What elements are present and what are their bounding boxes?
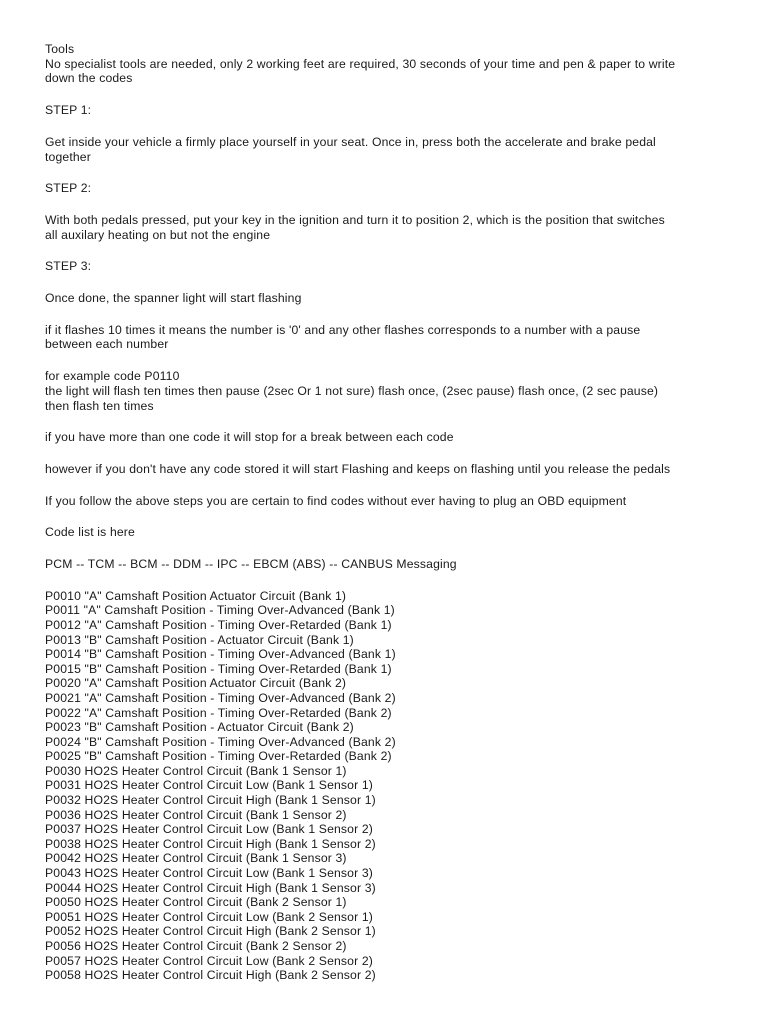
paragraph-line: STEP 2: xyxy=(45,181,92,196)
paragraph-line: together xyxy=(45,149,91,164)
paragraph-line: STEP 1: xyxy=(45,103,92,118)
paragraph xyxy=(45,369,735,413)
code-entry: P0022 "A" Camshaft Position - Timing Over-Retarded (Bank 2) xyxy=(45,705,392,720)
paragraph xyxy=(45,323,735,352)
paragraph-line: for example code P0110 xyxy=(45,369,180,384)
paragraph-line: however if you don't have any code stored it will start Flashing and keeps on flashing until you release the pedals xyxy=(45,461,671,476)
paragraph xyxy=(45,213,735,242)
paragraph-line: Get inside your vehicle a firmly place yourself in your seat. Once in, press both the accelerate and brake pedal xyxy=(45,134,656,149)
code-entry: P0014 "B" Camshaft Position - Timing Over-Advanced (Bank 1) xyxy=(45,647,396,662)
code-entry: P0031 HO2S Heater Control Circuit Low (Bank 1 Sensor 1) xyxy=(45,778,373,793)
paragraph-line: down the codes xyxy=(45,71,133,86)
code-list xyxy=(45,589,735,983)
code-entry: P0051 HO2S Heater Control Circuit Low (Bank 2 Sensor 1) xyxy=(45,909,373,924)
paragraph xyxy=(45,291,735,306)
code-entry: P0024 "B" Camshaft Position - Timing Over-Advanced (Bank 2) xyxy=(45,734,396,749)
paragraph-line: between each number xyxy=(45,337,169,352)
code-entry: P0021 "A" Camshaft Position - Timing Over-Advanced (Bank 2) xyxy=(45,690,396,705)
code-entry: P0015 "B" Camshaft Position - Timing Over-Retarded (Bank 1) xyxy=(45,661,392,676)
paragraph xyxy=(45,181,735,196)
paragraph xyxy=(45,259,735,274)
code-entry: P0023 "B" Camshaft Position - Actuator Circuit (Bank 2) xyxy=(45,720,354,735)
paragraph-line: STEP 3: xyxy=(45,259,92,274)
paragraph xyxy=(45,525,735,540)
paragraph-line: Once done, the spanner light will start flashing xyxy=(45,291,302,306)
code-entry: P0036 HO2S Heater Control Circuit (Bank 1 Sensor 2) xyxy=(45,807,347,822)
code-entry: P0020 "A" Camshaft Position Actuator Circuit (Bank 2) xyxy=(45,676,347,691)
paragraph-line: Tools xyxy=(45,42,75,56)
code-entry: P0032 HO2S Heater Control Circuit High (Bank 1 Sensor 1) xyxy=(45,793,376,808)
paragraph-line: the light will flash ten times then pause (2sec Or 1 not sure) flash once, (2sec pause) flash once, (2 sec pause) xyxy=(45,383,659,398)
document-page xyxy=(45,42,735,983)
paragraph-line: Code list is here xyxy=(45,525,135,540)
paragraph xyxy=(45,135,735,164)
code-entry: P0025 "B" Camshaft Position - Timing Over-Retarded (Bank 2) xyxy=(45,749,392,764)
code-entry: P0056 HO2S Heater Control Circuit (Bank 2 Sensor 2) xyxy=(45,939,347,954)
code-entry: P0012 "A" Camshaft Position - Timing Over-Retarded (Bank 1) xyxy=(45,617,392,632)
paragraph xyxy=(45,430,735,445)
code-entry: P0050 HO2S Heater Control Circuit (Bank 2 Sensor 1) xyxy=(45,895,347,910)
paragraph-line: then flash ten times xyxy=(45,398,154,413)
paragraph-line: PCM -- TCM -- BCM -- DDM -- IPC -- EBCM (ABS) -- CANBUS Messaging xyxy=(45,557,457,572)
paragraph-line: If you follow the above steps you are certain to find codes without ever having to plug an OBD equipment xyxy=(45,493,627,508)
code-entry: P0052 HO2S Heater Control Circuit High (Bank 2 Sensor 1) xyxy=(45,924,376,939)
paragraph-line: if you have more than one code it will stop for a break between each code xyxy=(45,430,454,445)
code-entry: P0011 "A" Camshaft Position - Timing Over-Advanced (Bank 1) xyxy=(45,603,395,618)
code-entry: P0030 HO2S Heater Control Circuit (Bank 1 Sensor 1) xyxy=(45,763,347,778)
code-entry: P0010 "A" Camshaft Position Actuator Circuit (Bank 1) xyxy=(45,588,347,603)
instructions-section xyxy=(45,42,735,572)
paragraph-line: if it flashes 10 times it means the number is '0' and any other flashes corresponds to a number with a pause xyxy=(45,322,641,337)
code-entry: P0058 HO2S Heater Control Circuit High (Bank 2 Sensor 2) xyxy=(45,968,376,983)
paragraph-line: With both pedals pressed, put your key in the ignition and turn it to position 2, which is the position that switches xyxy=(45,212,665,227)
paragraph xyxy=(45,42,735,86)
paragraph-line: No specialist tools are needed, only 2 working feet are required, 30 seconds of your time and pen & paper to write xyxy=(45,56,676,71)
code-entry: P0044 HO2S Heater Control Circuit High (Bank 1 Sensor 3) xyxy=(45,880,376,895)
code-entry: P0037 HO2S Heater Control Circuit Low (Bank 1 Sensor 2) xyxy=(45,822,373,837)
code-entry: P0013 "B" Camshaft Position - Actuator Circuit (Bank 1) xyxy=(45,632,354,647)
code-entry: P0043 HO2S Heater Control Circuit Low (Bank 1 Sensor 3) xyxy=(45,866,373,881)
paragraph xyxy=(45,462,735,477)
code-entry: P0042 HO2S Heater Control Circuit (Bank 1 Sensor 3) xyxy=(45,851,347,866)
paragraph-line: all auxilary heating on but not the engine xyxy=(45,227,271,242)
paragraph xyxy=(45,103,735,118)
code-entry: P0038 HO2S Heater Control Circuit High (Bank 1 Sensor 2) xyxy=(45,836,376,851)
paragraph xyxy=(45,494,735,509)
code-entry: P0057 HO2S Heater Control Circuit Low (Bank 2 Sensor 2) xyxy=(45,953,373,968)
paragraph xyxy=(45,557,735,572)
